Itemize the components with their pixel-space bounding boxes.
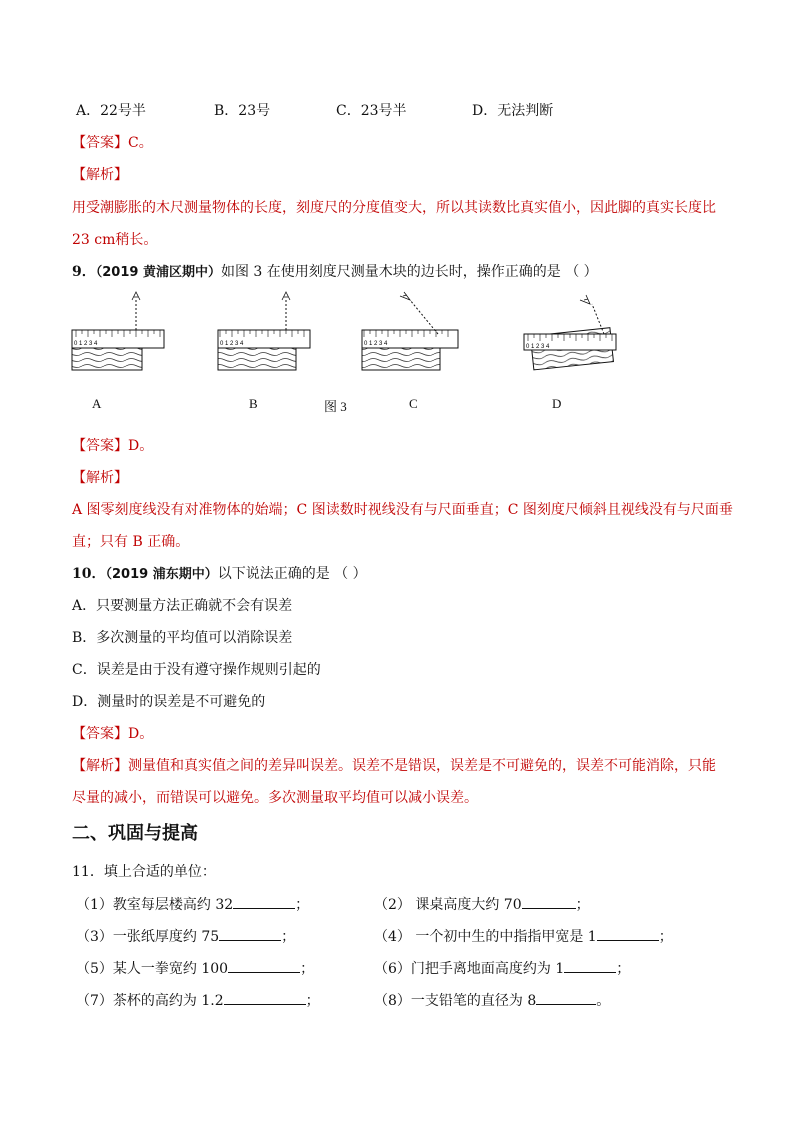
answer-blank[interactable]	[228, 958, 300, 973]
q8-option-c: C．23号半	[336, 103, 407, 119]
q9-text: 如图 3 在使用刻度尺测量木块的边长时，操作正确的是 （ ）	[220, 264, 598, 280]
answer-blank[interactable]	[224, 990, 306, 1005]
figure-label-a: A	[92, 396, 102, 411]
q10-option-d: D．测量时的误差是不可避免的	[72, 694, 266, 710]
q10-stem	[72, 564, 367, 585]
q8-analysis-line1: 用受潮膨胀的木尺测量物体的长度，刻度尺的分度值变大，所以其读数比真实值小，因此脚的真实长度比	[72, 200, 716, 216]
answer-blank[interactable]	[233, 894, 295, 909]
q8-option-b: B．23号	[214, 103, 271, 119]
q9-stem	[72, 262, 598, 283]
q9-analysis-title: 【解析】	[72, 470, 128, 486]
answer-blank[interactable]	[536, 990, 596, 1005]
figure-d-ruler	[524, 295, 616, 350]
svg-text:0 1 2 3 4: 0 1 2 3 4	[364, 341, 388, 347]
q9-figure	[60, 290, 640, 380]
q8-analysis-title: 【解析】	[72, 167, 128, 183]
figure-caption: 图 3	[324, 399, 347, 414]
q11-item-4: （4） 一个初中生的中指指甲宽是 1 ；	[374, 926, 673, 947]
q11-item-5: （5）某人一拳宽约 100 ；	[76, 958, 314, 979]
q11-item-8: （8）一支铅笔的直径为 8 。	[374, 990, 610, 1011]
q10-option-a: A．只要测量方法正确就不会有误差	[72, 598, 293, 614]
figure-b	[218, 292, 310, 370]
figure-label-c: C	[409, 396, 418, 411]
q10-analysis-line1: 测量值和真实值之间的差异叫误差。误差不是错误，误差是不可避免的，误差不可能消除，只能	[128, 758, 716, 774]
svg-text:0 1 2 3 4: 0 1 2 3 4	[220, 341, 244, 347]
q9-answer: 【答案】D。	[72, 438, 154, 454]
answer-blank[interactable]	[597, 926, 659, 941]
q9-analysis-line1: A 图零刻度线没有对准物体的始端；C 图读数时视线没有与尺面垂直；C 图刻度尺倾斜且视线没有与尺面垂	[72, 502, 733, 518]
q8-analysis-line2: 23 cm稍长。	[72, 232, 158, 248]
q10-analysis-label: 【解析】	[72, 758, 128, 774]
svg-text:0 1 2 3 4: 0 1 2 3 4	[526, 344, 550, 350]
q9-source: （2019 黄浦区期中）	[95, 265, 221, 280]
answer-blank[interactable]	[219, 926, 281, 941]
answer-blank[interactable]	[564, 958, 616, 973]
q8-option-a: A．22号半	[76, 103, 146, 119]
q11-item-6: （6）门把手离地面高度约为 1 ；	[374, 958, 630, 979]
q10-option-b: B．多次测量的平均值可以消除误差	[72, 630, 293, 646]
q10-option-c: C．误差是由于没有遵守操作规则引起的	[72, 662, 321, 678]
figure-a	[72, 292, 164, 370]
q10-analysis-line2: 尽量的减小，而错误可以避免。多次测量取平均值可以减小误差。	[72, 790, 478, 806]
svg-text:0 1 2 3 4: 0 1 2 3 4	[74, 341, 98, 347]
q11-item-3: （3）一张纸厚度约 75 ；	[76, 926, 295, 947]
q11-item-2: （2） 课桌高度大约 70 ；	[374, 894, 590, 915]
figure-label-d: D	[552, 396, 562, 411]
figure-c	[362, 292, 458, 370]
q10-number: 10．	[72, 566, 106, 582]
q10-analysis	[72, 756, 716, 776]
q8-answer: 【答案】C。	[72, 135, 153, 151]
q11-stem: 11．填上合适的单位：	[72, 864, 216, 880]
q10-text: 以下说法正确的是 （ ）	[217, 566, 367, 582]
q11-item-1: （1）教室每层楼高约 32 ；	[76, 894, 309, 915]
figure-label-b: B	[249, 396, 258, 411]
q10-answer: 【答案】D。	[72, 726, 154, 742]
q9-analysis-line2: 直；只有 B 正确。	[72, 534, 190, 550]
q9-number: 9．	[72, 264, 96, 280]
q10-source: （2019 浦东期中）	[105, 567, 218, 582]
section-title: 二、巩固与提高	[72, 823, 198, 844]
q8-option-d: D．无法判断	[472, 103, 554, 119]
answer-blank[interactable]	[522, 894, 576, 909]
q11-item-7: （7）茶杯的高约为 1.2 ；	[76, 990, 320, 1011]
